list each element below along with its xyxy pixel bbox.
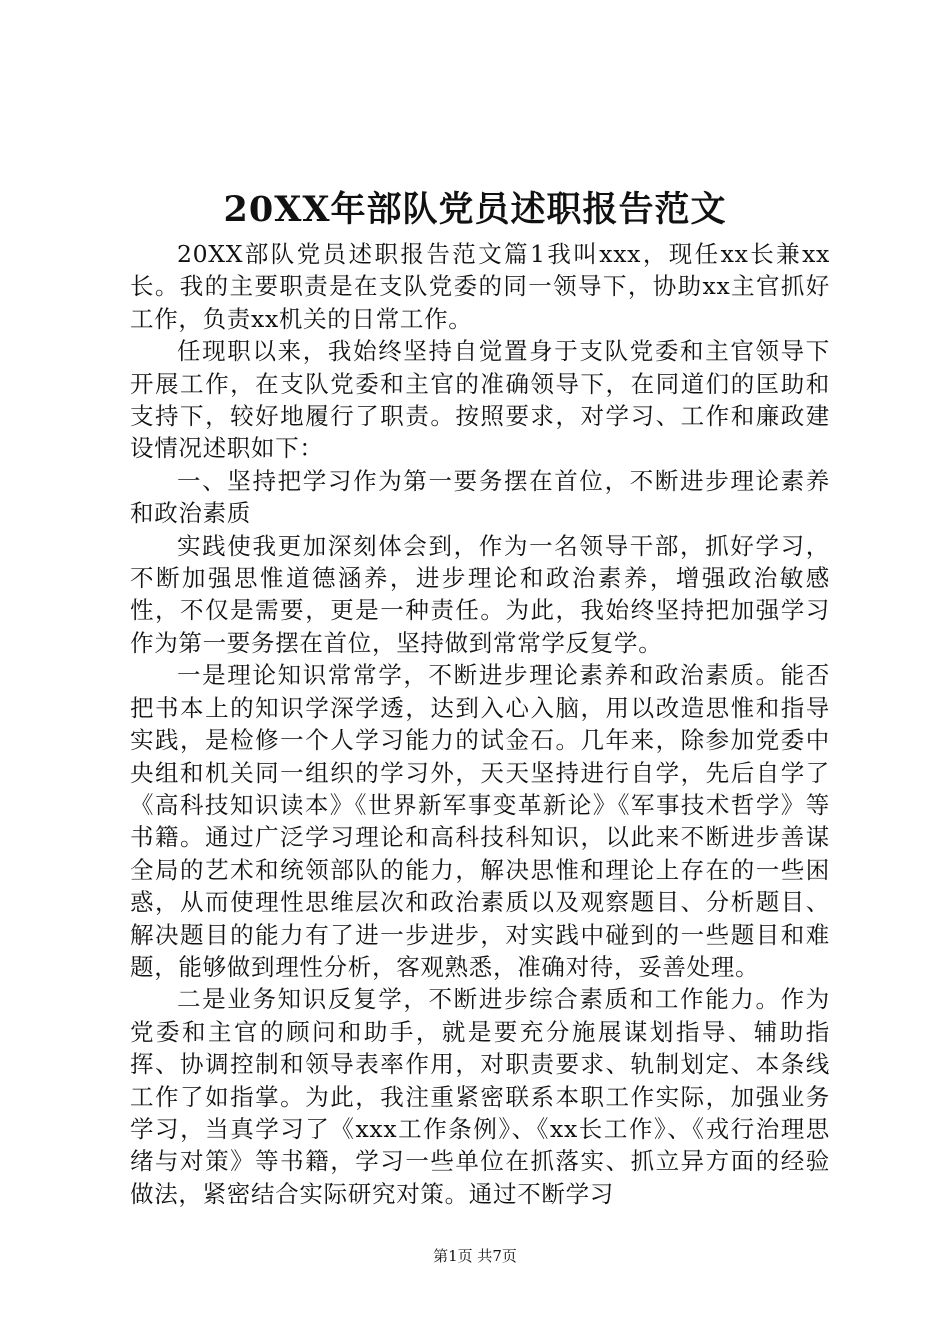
paragraph: 20XX部队党员述职报告范文篇1我叫xxx，现任xx长兼xx长。我的主要职责是在支队党委的同一领导下，协助xx主官抓好工作，负责xx机关的日常工作。	[130, 240, 830, 333]
paragraph: 实践使我更加深刻体会到，作为一名领导干部，抓好学习，不断加强思惟道德涵养，进步理论和政治素养，增强政治敏感性，不仅是需要，更是一种责任。为此，我始终坚持把加强学习作为第一要务摆在首位，坚持做到常常学反复学。	[130, 531, 830, 657]
page-footer: 第1页 共7页	[433, 1247, 517, 1265]
paragraph: 任现职以来，我始终坚持自觉置身于支队党委和主官领导下开展工作，在支队党委和主官的准确领导下，在同道们的匡助和支持下，较好地履行了职责。按照要求，对学习、工作和廉政建设情况述职如下：	[130, 337, 830, 463]
section-heading: 一、坚持把学习作为第一要务摆在首位，不断进步理论素养和政治素质	[130, 466, 830, 528]
document-body	[130, 238, 830, 1210]
document-title: 20XX年部队党员述职报告范文	[223, 189, 727, 230]
paragraph: 二是业务知识反复学，不断进步综合素质和工作能力。作为党委和主官的顾问和助手，就是要充分施展谋划指导、辅助指挥、协调控制和领导表率作用，对职责要求、轨制划定、本条线工作了如指掌。为此，我注重紧密联系本职工作实际，加强业务学习，当真学习了《xxx工作条例》、《xx长工作》、《戎行治理思绪与对策》等书籍，学习一些单位在抓落实、抓立异方面的经验做法，紧密结合实际研究对策。通过不断学习	[130, 985, 830, 1208]
paragraph: 一是理论知识常常学，不断进步理论素养和政治素质。能否把书本上的知识学深学透，达到入心入脑，用以改造思惟和指导实践，是检修一个人学习能力的试金石。几年来，除参加党委中央组和机关同一组织的学习外，天天坚持进行自学，先后自学了《高科技知识读本》《世界新军事变革新论》《军事技术哲学》等书籍。通过广泛学习理论和高科技科知识，以此来不断进步善谋全局的艺术和统领部队的能力，解决思惟和理论上存在的一些困惑，从而使理性思维层次和政治素质以及观察题目、分析题目、解决题目的能力有了进一步进步，对实践中碰到的一些题目和难题，能够做到理性分析，客观熟悉，准确对待，妥善处理。	[130, 661, 830, 981]
